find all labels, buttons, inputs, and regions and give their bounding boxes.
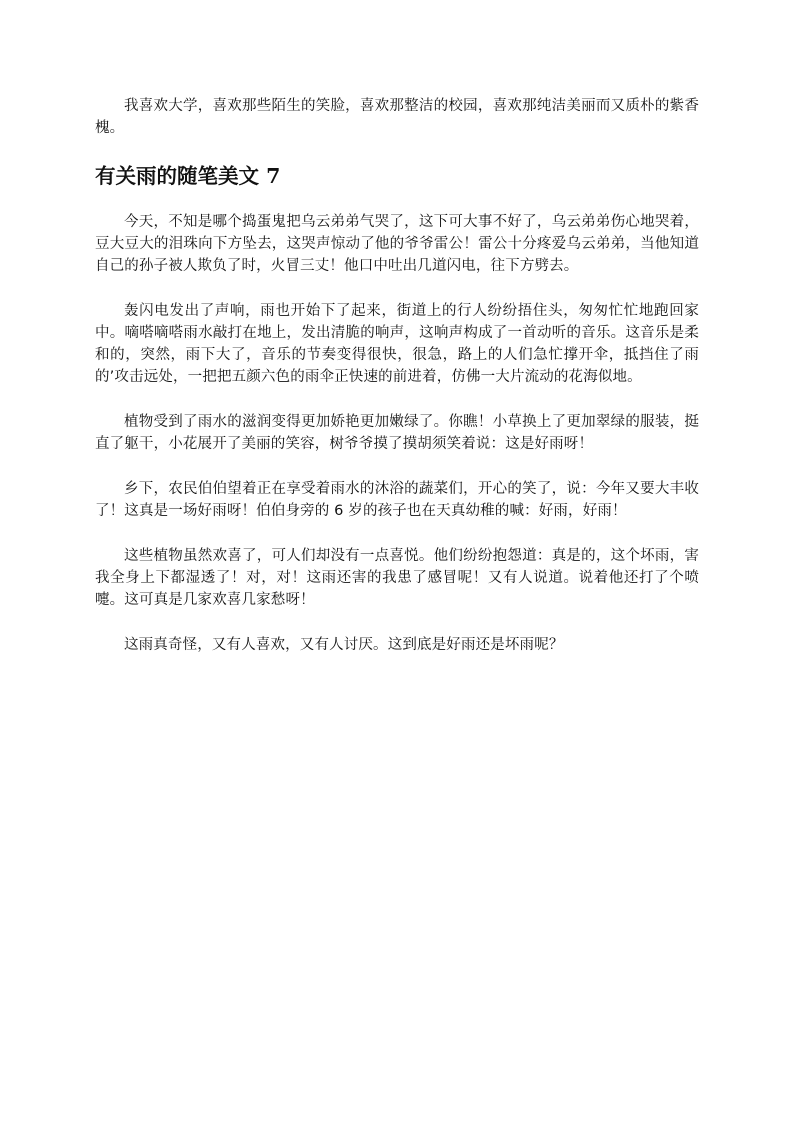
intro-paragraph: 我喜欢大学，喜欢那些陌生的笑脸，喜欢那整洁的校园，喜欢那纯洁美丽而又质朴的紫香槐。 — [95, 98, 699, 136]
document-body — [95, 95, 699, 679]
paragraph-3: 植物受到了雨水的滋润变得更加娇艳更加嫩绿了。你瞧！小草换上了更加翠绿的服装，挺直了躯干，小花展开了美丽的笑容，树爷爷摸了摸胡须笑着说：这是好雨呀！ — [95, 414, 699, 452]
paragraph-2: 轰闪电发出了声响，雨也开始下了起来，街道上的行人纷纷捂住头，匆匆忙忙地跑回家中。嘀嗒嘀嗒雨水敲打在地上，发出清脆的响声，这响声构成了一首动听的音乐。这音乐是柔和的，突然，雨下大了，音乐的节奏变得很快，很急，路上的人们急忙撑开伞，抵挡住了雨的’攻击远处，一把把五颜六色的雨伞正快速的前进着，仿佛一大片流动的花海似地。 — [95, 303, 699, 385]
paragraph-4: 乡下，农民伯伯望着正在享受着雨水的沐浴的蔬菜们，开心的笑了，说：今年又要大丰收了！这真是一场好雨呀！伯伯身旁的 6 岁的孩子也在天真幼稚的喊：好雨，好雨！ — [95, 481, 699, 519]
paragraph-5: 这些植物虽然欢喜了，可人们却没有一点喜悦。他们纷纷抱怨道：真是的，这个坏雨，害我全身上下都湿透了！对，对！这雨还害的我患了感冒呢！又有人说道。说着他还打了个喷嚏。这可真是几家欢喜几家愁呀！ — [95, 548, 699, 608]
paragraph-6: 这雨真奇怪，又有人喜欢，又有人讨厌。这到底是好雨还是坏雨呢？ — [124, 637, 564, 653]
paragraph-1: 今天，不知是哪个捣蛋鬼把乌云弟弟气哭了，这下可大事不好了，乌云弟弟伤心地哭着，豆大豆大的泪珠向下方坠去，这哭声惊动了他的爷爷雷公！雷公十分疼爱乌云弟弟，当他知道自己的孙子被人欺负了时，火冒三丈！他口中吐出几道闪电，往下方劈去。 — [95, 214, 699, 274]
section-heading: 有关雨的随笔美文 7 — [95, 164, 281, 188]
